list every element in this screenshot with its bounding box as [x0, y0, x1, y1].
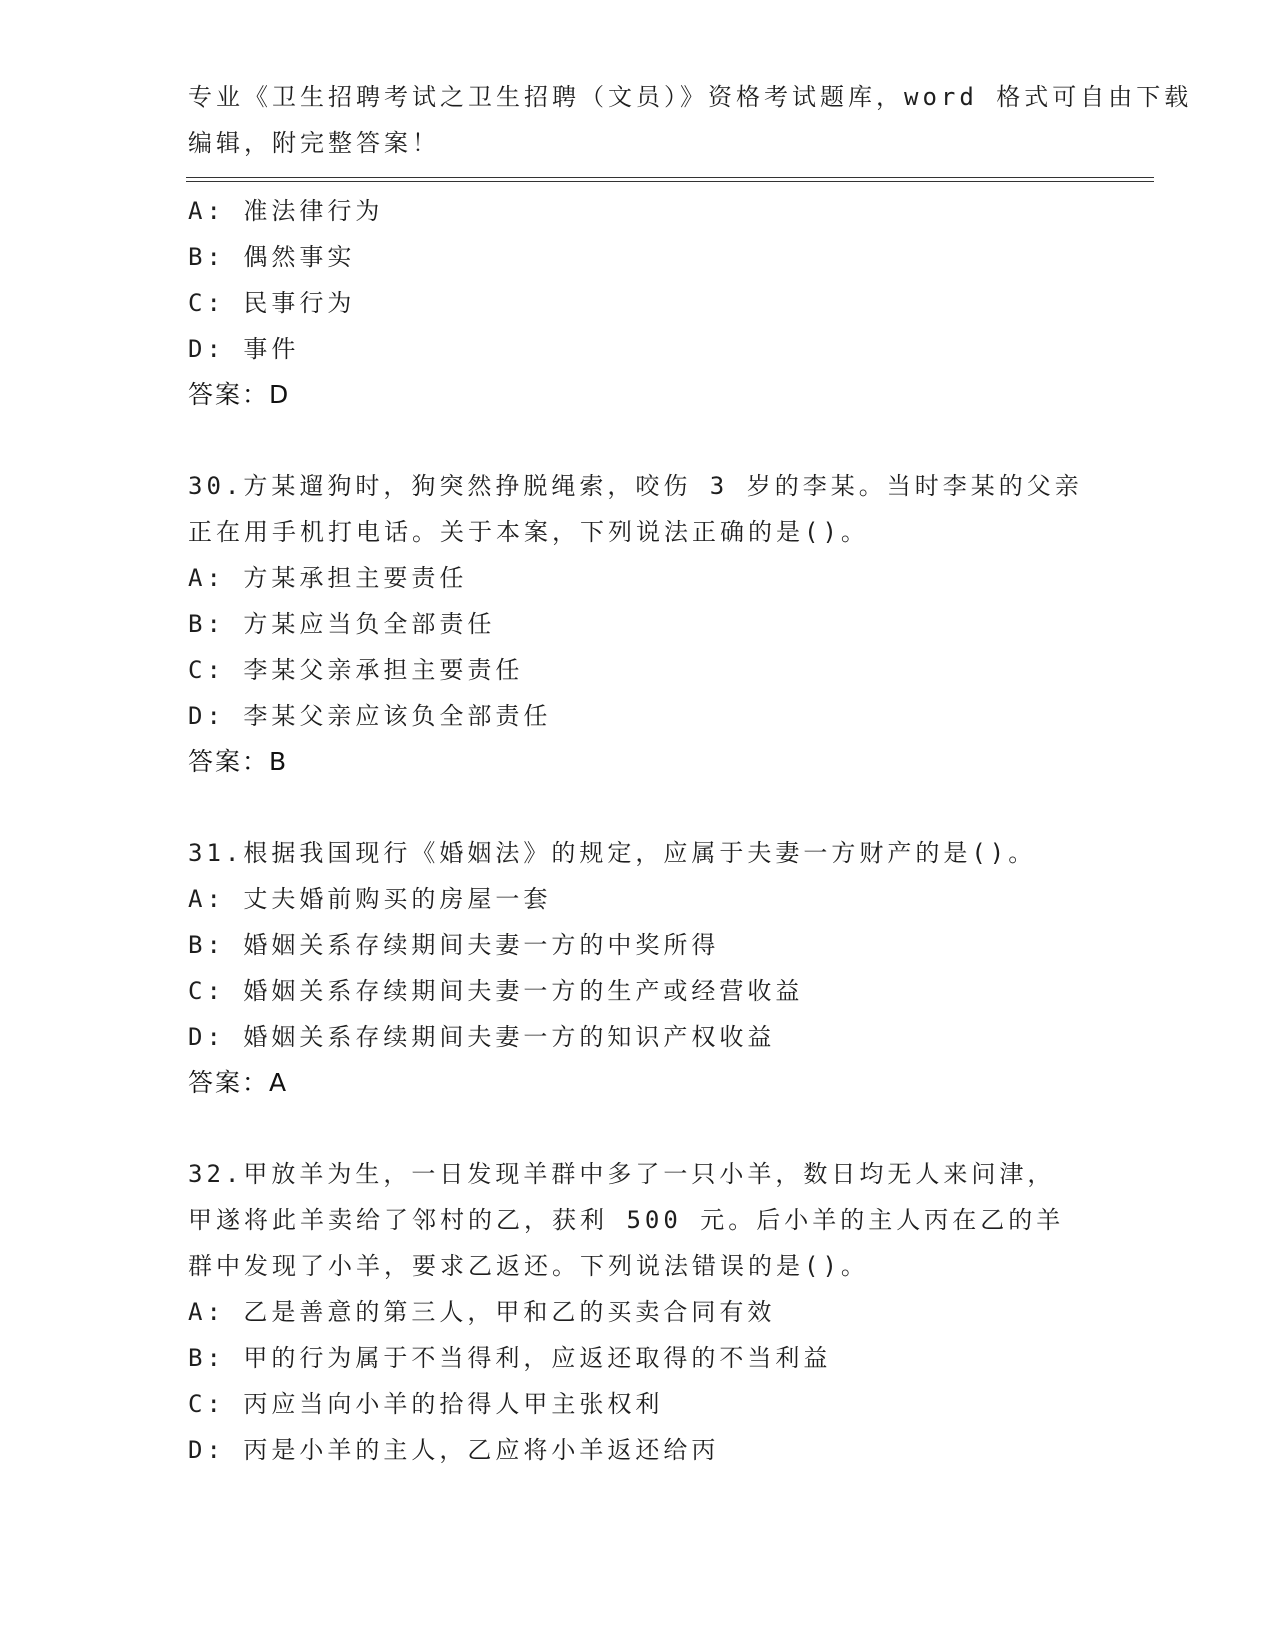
header-line-2: 编辑，附完整答案！: [188, 129, 440, 157]
document-header: [188, 74, 1193, 166]
option-d: D: 事件: [188, 335, 300, 363]
question-stem-line: 32.甲放羊为生，一日发现羊群中多了一只小羊，数日均无人来问津，: [188, 1160, 1056, 1188]
option-d: D: 李某父亲应该负全部责任: [188, 702, 552, 730]
option-a: A: 方某承担主要责任: [188, 564, 468, 592]
option-b: B: 婚姻关系存续期间夫妻一方的中奖所得: [188, 931, 720, 959]
answer: 答案：A: [188, 1068, 289, 1097]
option-d: D: 丙是小羊的主人，乙应将小羊返还给丙: [188, 1436, 720, 1464]
option-a: A: 准法律行为: [188, 197, 384, 225]
question-stem-line: 甲遂将此羊卖给了邻村的乙，获利 500 元。后小羊的主人丙在乙的羊: [188, 1206, 1065, 1234]
question-32: [188, 1151, 1148, 1473]
answer: 答案：D: [188, 380, 291, 409]
option-a: A: 乙是善意的第三人，甲和乙的买卖合同有效: [188, 1298, 776, 1326]
header-rule-top: [186, 177, 1154, 178]
question-29: [188, 188, 1148, 418]
question-stem-line: 30.方某遛狗时，狗突然挣脱绳索，咬伤 3 岁的李某。当时李某的父亲: [188, 472, 1083, 500]
option-c: C: 婚姻关系存续期间夫妻一方的生产或经营收益: [188, 977, 804, 1005]
spacer: [188, 1106, 1148, 1151]
option-b: B: 偶然事实: [188, 243, 356, 271]
option-a: A: 丈夫婚前购买的房屋一套: [188, 885, 552, 913]
option-d: D: 婚姻关系存续期间夫妻一方的知识产权收益: [188, 1023, 776, 1051]
header-rule-bottom: [186, 181, 1154, 182]
option-b: B: 甲的行为属于不当得利，应返还取得的不当利益: [188, 1344, 832, 1372]
answer: 答案：B: [188, 747, 289, 776]
option-c: C: 李某父亲承担主要责任: [188, 656, 524, 684]
option-c: C: 丙应当向小羊的拾得人甲主张权利: [188, 1390, 664, 1418]
question-stem-line: 31.根据我国现行《婚姻法》的规定，应属于夫妻一方财产的是()。: [188, 839, 1037, 867]
question-stem-line: 正在用手机打电话。关于本案，下列说法正确的是()。: [188, 518, 869, 546]
question-31: [188, 830, 1148, 1106]
option-c: C: 民事行为: [188, 289, 356, 317]
option-b: B: 方某应当负全部责任: [188, 610, 496, 638]
question-stem-line: 群中发现了小羊，要求乙返还。下列说法错误的是()。: [188, 1252, 869, 1280]
question-list: [188, 188, 1148, 1473]
spacer: [188, 418, 1148, 463]
spacer: [188, 785, 1148, 830]
question-30: [188, 463, 1148, 785]
header-line-1: 专业《卫生招聘考试之卫生招聘（文员）》资格考试题库，word 格式可自由下载: [188, 83, 1193, 111]
